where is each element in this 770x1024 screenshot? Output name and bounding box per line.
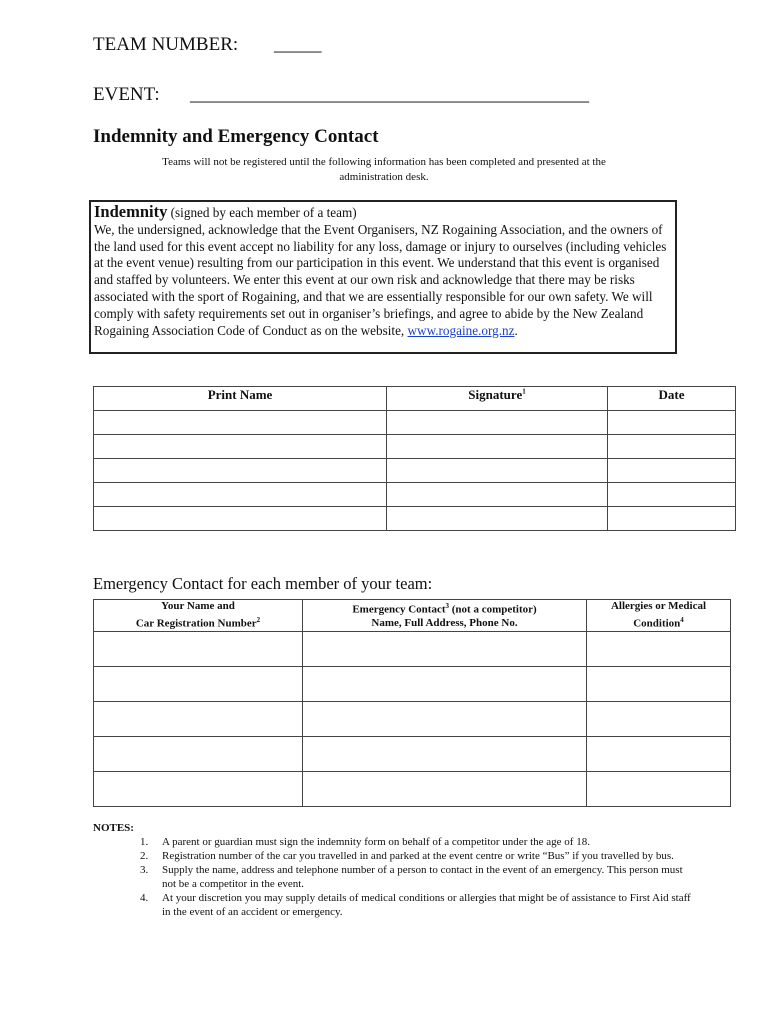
date-cell[interactable] [608,507,736,531]
intro-line-2: administration desk. [339,171,429,183]
member-cell[interactable] [94,771,303,806]
member-cell[interactable] [94,736,303,771]
indemnity-body: We, the undersigned, acknowledge that the Event Organisers, NZ Rogaining Association, and the owners of the land used for this event accept no liability for any loss, damage or injury to ourselves (including vehicles at the event venue) resulting from our participation in this event. We understand that this event is organised and staffed by volunteers. We enter this event at our own risk and acknowledge that there may be risks associated with the sport of Rogaining, and that we are essentially responsible for our own safety. We will comply with safety requirements set out in organiser’s briefings, and agree to abide by the New Zealand Rogaining Association Code of Conduct as on the website, [94,221,667,338]
note-text: At your discretion you may supply details of medical conditions or allergies that might be of assistance to First Aid staff in the event of an accident or emergency. [162,892,691,918]
signature-cell[interactable] [387,507,608,531]
notes-list [93,835,693,919]
col-allergies-footnote: 4 [680,615,684,624]
emergency-table-header [94,600,731,632]
col-emergency-label: Emergency Contact [352,603,446,616]
note-number: 4. [140,892,149,904]
table-row [94,507,736,531]
list-item [93,835,693,849]
note-text: Supply the name, address and telephone number of a person to contact in the event of an emergency. This person must not be a competitor in the event. [162,864,683,890]
note-number: 1. [140,836,149,848]
col-allergies-line2: Condition [633,617,681,630]
signature-table-header [94,387,736,411]
col-allergies [587,600,731,632]
col-emergency-line1 [303,600,586,617]
date-cell[interactable] [608,459,736,483]
contact-cell[interactable] [303,701,587,736]
indemnity-box [89,200,677,354]
event-field[interactable]: __________________________________________ [190,84,589,105]
note-text: Registration number of the car you travelled in and parked at the event centre or write “Bus” if you travelled by bus. [162,850,674,862]
indemnity-subheading: (signed by each member of a team) [170,205,357,220]
indemnity-heading: Indemnity [94,202,168,221]
col-allergies-line1: Allergies or Medical [610,600,707,612]
col-your-name-footnote: 2 [256,615,261,624]
emergency-heading: Emergency Contact for each member of your team: [93,574,433,593]
note-number: 2. [140,850,149,862]
table-row [94,631,731,666]
signature-cell[interactable] [387,459,608,483]
table-row [94,483,736,507]
name-cell[interactable] [94,459,387,483]
col-your-name-line2-wrap [94,614,302,631]
col-your-name-line1: Your Name and [161,600,235,612]
intro-line-1: Teams will not be registered until the following information has been completed and presented at the [162,156,606,168]
contact-cell[interactable] [303,631,587,666]
col-allergies-line2-wrap [587,614,730,631]
name-cell[interactable] [94,435,387,459]
table-row [94,736,731,771]
signature-cell[interactable] [387,411,608,435]
condition-cell[interactable] [587,631,731,666]
col-emergency-line2: Name, Full Address, Phone No. [371,617,518,630]
contact-cell[interactable] [303,736,587,771]
signature-table [93,386,736,531]
date-cell[interactable] [608,435,736,459]
condition-cell[interactable] [587,701,731,736]
signature-cell[interactable] [387,483,608,507]
team-number-label: TEAM NUMBER: [93,34,239,55]
col-your-name-line2: Car Registration Number [135,617,257,630]
col-emergency-footnote: 3 [445,602,449,610]
date-cell[interactable] [608,483,736,507]
note-text: A parent or guardian must sign the indemnity form on behalf of a competitor under the age of 18. [162,836,590,848]
name-cell[interactable] [94,411,387,435]
col-signature [387,387,608,411]
table-row [94,435,736,459]
table-row [94,701,731,736]
table-row [94,459,736,483]
member-cell[interactable] [94,631,303,666]
list-item [93,849,693,863]
indemnity-end: . [514,322,518,338]
event-label: EVENT: [93,84,160,105]
team-number-field[interactable]: _____ [274,34,322,55]
col-your-name [94,600,303,632]
condition-cell[interactable] [587,666,731,701]
table-row [94,771,731,806]
col-signature-footnote: 1 [522,387,526,396]
col-signature-label: Signature [468,387,523,402]
intro-text [93,155,675,185]
name-cell[interactable] [94,483,387,507]
emergency-table [93,599,731,807]
website-link[interactable]: www.rogaine.org.nz [407,322,515,338]
member-cell[interactable] [94,666,303,701]
col-emergency-contact [303,600,587,632]
member-cell[interactable] [94,701,303,736]
notes-section [93,821,693,919]
signature-cell[interactable] [387,435,608,459]
table-row [94,666,731,701]
condition-cell[interactable] [587,736,731,771]
page-title: Indemnity and Emergency Contact [93,126,379,147]
contact-cell[interactable] [303,771,587,806]
condition-cell[interactable] [587,771,731,806]
contact-cell[interactable] [303,666,587,701]
col-emergency-note: (not a competitor) [449,603,537,616]
notes-label: NOTES: [93,822,134,834]
note-number: 3. [140,864,149,876]
table-row [94,411,736,435]
list-item [93,891,693,919]
date-cell[interactable] [608,411,736,435]
name-cell[interactable] [94,507,387,531]
list-item [93,863,693,891]
col-date: Date [608,387,736,411]
col-print-name: Print Name [94,387,387,411]
